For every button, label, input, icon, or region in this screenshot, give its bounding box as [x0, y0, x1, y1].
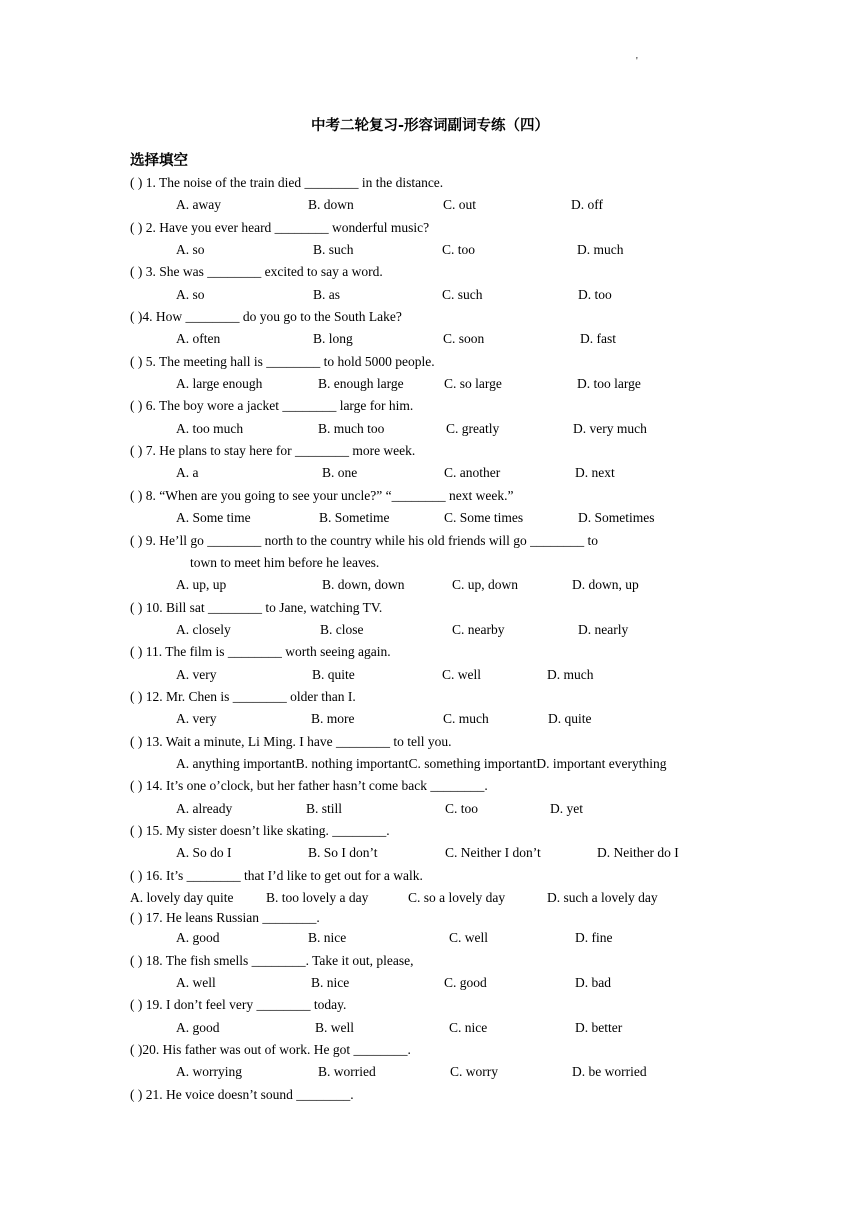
- option: A. so: [176, 286, 205, 302]
- option: B. Sometime: [319, 510, 390, 526]
- question-stem: ( )4. How ________ do you go to the South Lake?: [130, 309, 402, 325]
- option: A. already: [176, 800, 233, 816]
- options-row: [130, 927, 830, 949]
- options-row: [130, 619, 830, 641]
- option: D. important everything: [536, 755, 667, 771]
- option: B. down: [308, 197, 354, 213]
- option: B. more: [311, 711, 355, 727]
- options-row: [130, 887, 830, 909]
- option: D. nearly: [578, 621, 629, 637]
- question-stem: ( ) 19. I don’t feel very ________ today.: [130, 997, 347, 1013]
- option: B. down, down: [322, 577, 405, 593]
- option: A. large enough: [176, 376, 263, 392]
- option: B. worried: [318, 1064, 376, 1080]
- question-stem: ( ) 1. The noise of the train died ________ in the distance.: [130, 175, 444, 190]
- option: D. too: [578, 286, 612, 302]
- option: B. nothing important: [295, 755, 409, 771]
- question-stem: ( ) 12. Mr. Chen is ________ older than I.: [130, 688, 356, 704]
- option: A. lovely day quite: [130, 890, 234, 905]
- option: A. closely: [176, 621, 231, 637]
- option: A. So do I: [176, 845, 232, 861]
- option: A. very: [176, 666, 217, 682]
- option: B. enough large: [318, 376, 404, 392]
- option: C. up, down: [452, 577, 519, 593]
- options-row: [130, 328, 830, 350]
- option: D. very much: [573, 420, 647, 436]
- question-stem: ( ) 10. Bill sat ________ to Jane, watching TV.: [130, 599, 383, 615]
- question-stem: ( ) 15. My sister doesn’t like skating. ________.: [130, 822, 390, 838]
- question-stem: ( ) 8. “When are you going to see your uncle?” “________ next week.”: [130, 487, 514, 503]
- option: B. one: [322, 465, 358, 481]
- option: D. Sometimes: [578, 510, 655, 526]
- option: B. nice: [308, 930, 347, 946]
- question-list: [130, 172, 830, 1106]
- question-stem: ( ) 21. He voice doesn’t sound ________.: [130, 1086, 354, 1102]
- question-continuation: town to meet him before he leaves.: [190, 554, 380, 570]
- option: C. greatly: [446, 420, 500, 436]
- option: D. better: [575, 1019, 623, 1035]
- corner-mark: ': [636, 56, 638, 67]
- option: A. good: [176, 1019, 220, 1035]
- option: B. much too: [318, 420, 385, 436]
- question-stem: ( ) 13. Wait a minute, Li Ming. I have ________ to tell you.: [130, 733, 452, 749]
- option: C. too: [445, 800, 479, 816]
- options-row: [130, 708, 830, 730]
- options-row: [130, 1017, 830, 1039]
- question-stem: ( ) 18. The fish smells ________. Take it out, please,: [130, 952, 414, 968]
- option: C. too: [442, 242, 476, 258]
- option: D. down, up: [572, 577, 639, 593]
- option: C. good: [444, 975, 487, 991]
- option: C. out: [443, 197, 477, 213]
- option: A. good: [176, 930, 220, 946]
- options-row: [130, 842, 830, 864]
- options-row: [130, 574, 830, 596]
- options-row: [130, 373, 830, 395]
- question-stem: ( ) 7. He plans to stay here for ________ more week.: [130, 443, 416, 459]
- option: C. much: [443, 711, 489, 727]
- option: B. as: [313, 286, 340, 302]
- option: B. So I don’t: [308, 845, 378, 861]
- option: C. so a lovely day: [408, 890, 506, 905]
- options-row: [130, 972, 830, 994]
- question-stem: ( ) 11. The film is ________ worth seeing again.: [130, 644, 391, 660]
- option: B. such: [313, 242, 354, 258]
- option: C. nice: [449, 1019, 488, 1035]
- options-row: [130, 239, 830, 261]
- question-stem: ( ) 14. It’s one o’clock, but her father hasn’t come back ________.: [130, 778, 488, 794]
- option: C. soon: [443, 331, 485, 347]
- option: B. still: [306, 800, 343, 816]
- option: A. very: [176, 711, 217, 727]
- option: D. Neither do I: [597, 845, 679, 861]
- question-stem: ( ) 9. He’ll go ________ north to the country while his old friends will go ________ to: [130, 532, 598, 548]
- option: B. close: [320, 621, 364, 637]
- option: C. so large: [444, 376, 502, 392]
- option: D. fast: [580, 331, 616, 347]
- option: C. well: [449, 930, 488, 946]
- option: C. such: [442, 286, 483, 302]
- option: D. fine: [575, 930, 613, 946]
- option: D. too large: [577, 376, 641, 392]
- options-row: [130, 1061, 830, 1083]
- option: C. nearby: [452, 621, 505, 637]
- options-row: [130, 507, 830, 529]
- question-stem: ( ) 5. The meeting hall is ________ to hold 5000 people.: [130, 353, 435, 369]
- option: C. Neither I don’t: [445, 845, 541, 861]
- option: D. much: [547, 666, 594, 682]
- option: D. such a lovely day: [547, 890, 658, 905]
- options-row: [130, 664, 830, 686]
- option: D. be worried: [572, 1064, 647, 1080]
- option: A. so: [176, 242, 205, 258]
- options-row: [130, 462, 830, 484]
- options-row: [130, 284, 830, 306]
- option: A. Some time: [176, 510, 251, 526]
- option: D. next: [575, 465, 615, 481]
- question-stem: ( ) 3. She was ________ excited to say a word.: [130, 264, 383, 280]
- option: A. worrying: [176, 1064, 242, 1080]
- option: C. something important: [408, 755, 537, 771]
- option: D. yet: [550, 800, 583, 816]
- options-row: [130, 194, 830, 216]
- option: C. worry: [450, 1064, 498, 1080]
- option: A. well: [176, 975, 216, 991]
- options-row: [130, 418, 830, 440]
- option: A. up, up: [176, 577, 227, 593]
- option: A. too much: [176, 420, 244, 436]
- option: C. another: [444, 465, 501, 481]
- option: B. quite: [312, 666, 355, 682]
- question-stem: ( ) 2. Have you ever heard ________ wonderful music?: [130, 219, 430, 235]
- page-title: 中考二轮复习-形容词副词专练（四）: [310, 118, 550, 134]
- question-stem: ( ) 16. It’s ________ that I’d like to get out for a walk.: [130, 867, 423, 883]
- option: A. away: [176, 197, 221, 213]
- option: D. bad: [575, 975, 611, 991]
- options-row: [130, 753, 830, 775]
- section-heading: 选择填空: [130, 153, 188, 169]
- question-stem: ( ) 6. The boy wore a jacket ________ large for him.: [130, 398, 414, 414]
- question-stem: ( )20. His father was out of work. He got ________.: [130, 1042, 411, 1058]
- options-row: [130, 798, 830, 820]
- question-stem: ( ) 17. He leans Russian ________.: [130, 910, 320, 926]
- option: A. a: [176, 465, 199, 481]
- option: B. well: [315, 1019, 354, 1035]
- option: D. quite: [548, 711, 592, 727]
- option: C. Some times: [444, 510, 524, 526]
- option: C. well: [442, 666, 481, 682]
- option: D. much: [577, 242, 624, 258]
- option: B. nice: [311, 975, 350, 991]
- option: A. anything important: [176, 755, 296, 771]
- option: A. often: [176, 331, 221, 347]
- option: B. too lovely a day: [266, 890, 369, 905]
- option: B. long: [313, 331, 353, 347]
- option: D. off: [571, 197, 603, 213]
